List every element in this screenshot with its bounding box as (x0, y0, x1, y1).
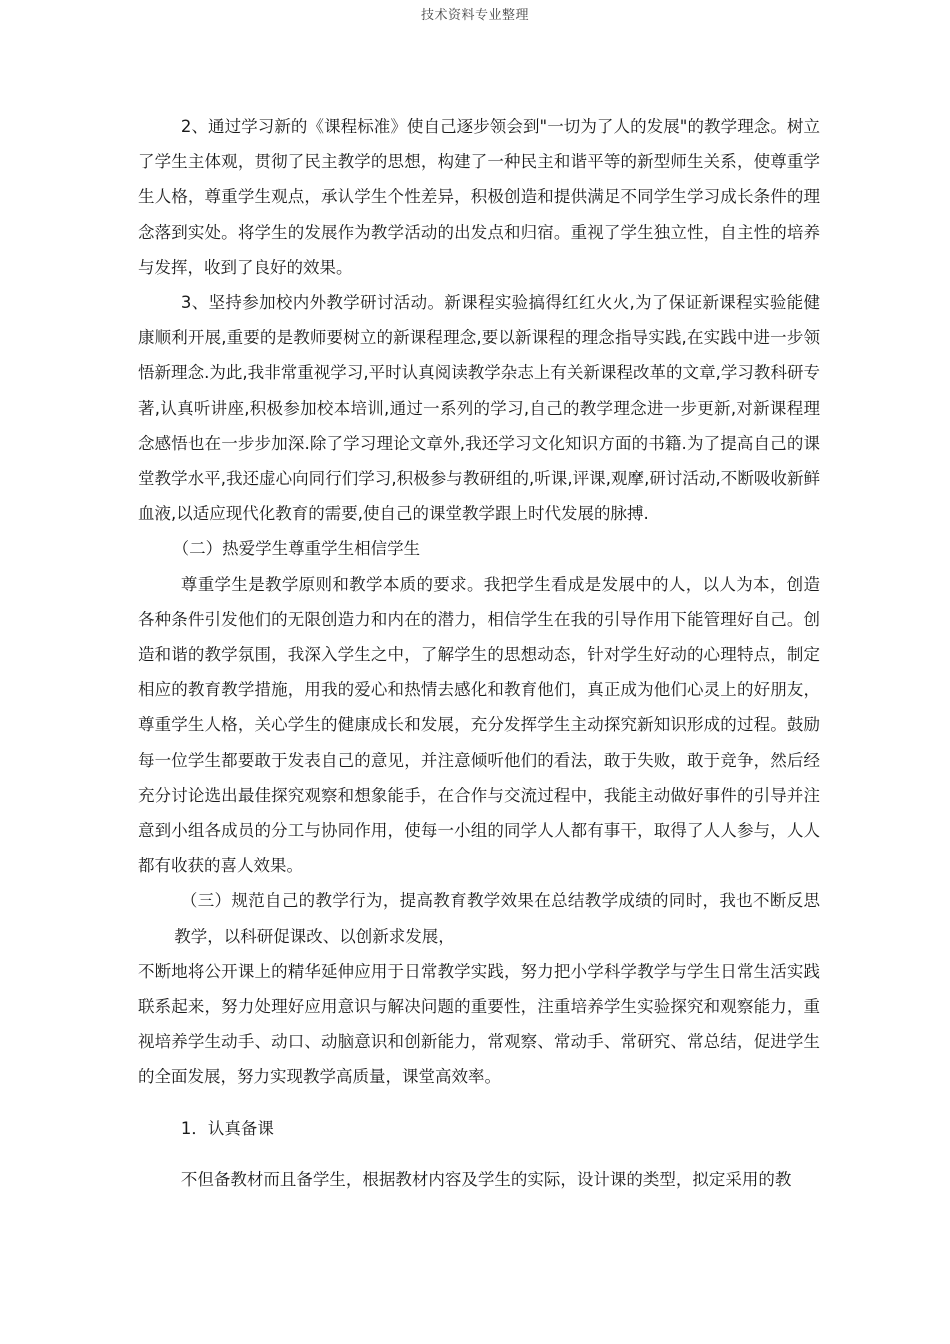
paragraph-teaching-philosophy: 2、通过学习新的《课程标准》使自己逐步领会到"一切为了人的发展"的教学理念。树立了学生主体观，贯彻了民主教学的思想，构建了一种民主和谐平等的新型师生关系，使尊重学生人格，尊重学生观点，承认学生个性差异，积极创造和提供满足不同学生学习成长条件的理念落到实处。将学生的发展作为教学活动的出发点和归宿。重视了学生独立性，自主性的培养与发挥，收到了良好的效果。 (138, 117, 820, 277)
paragraph-prepare-lessons: 不但备教材而且备学生，根据教材内容及学生的实际，设计课的类型，拟定采用的教 (180, 1169, 792, 1189)
document-body (138, 109, 820, 1197)
page-header: 技术资料专业整理 (420, 8, 529, 23)
paragraph-research-activities: 3、坚持参加校内外教学研讨活动。新课程实验搞得红红火火,为了保证新课程实验能健康顺利开展,重要的是教师要树立的新课程理念,要以新课程的理念指导实践,在实践中进一步领悟新理念.为此,我非常重视学习,平时认真阅读教学杂志上有关新课程改革的文章,学习教科研专著,认真听讲座,积极参加校本培训,通过一系列的学习,自己的教学理念进一步更新,对新课程理念感悟也在一步步加深.除了学习理论文章外,我还学习文化知识方面的书籍.为了提高自己的课堂教学水平,我还虚心向同行们学习,积极参与教研组的,听课,评课,观摩,研讨活动,不断吸收新鲜血液,以适应现代化教育的需要,使自己的课堂教学跟上时代发展的脉搏. (138, 293, 820, 524)
subheading-prepare-lessons: 1．认真备课 (180, 1118, 274, 1138)
paragraph-teaching-practice: 不断地将公开课上的精华延伸应用于日常教学实践，努力把小学科学教学与学生日常生活实践联系起来，努力处理好应用意识与解决问题的重要性，注重培养学生实验探究和观察能力，重视培养学生动手、动口、动脑意识和创新能力，常观察、常动手、常研究、常总结，促进学生的全面发展，努力实现教学高质量，课堂高效率。 (138, 961, 820, 1087)
paragraph-respect-students: 尊重学生是教学原则和教学本质的要求。我把学生看成是发展中的人，以人为本，创造各种条件引发他们的无限创造力和内在的潜力，相信学生在我的引导作用下能管理好自己。创造和谐的教学氛围，我深入学生之中，了解学生的思想动态，针对学生好动的心理特点，制定相应的教育教学措施，用我的爱心和热情去感化和教育他们，真正成为他们心灵上的好朋友，尊重学生人格，关心学生的健康成长和发展，充分发挥学生主动探究新知识形成的过程。鼓励每一位学生都要敢于发表自己的意见，并注意倾听他们的看法，敢于失败，敢于竞争，然后经充分讨论选出最佳探究观察和想象能手，在合作与交流过程中，我能主动做好事件的引导并注意到小组各成员的分工与协同作用，使每一小组的同学人人都有事干，取得了人人参与，人人都有收获的喜人效果。 (138, 574, 820, 876)
section-heading-teaching-behavior: （三）规范自己的教学行为，提高教育教学效果在总结教学成绩的同时，我也不断反思教学，以科研促课改、以创新求发展， (174, 891, 820, 946)
section-heading-respect-students: （二）热爱学生尊重学生相信学生 (172, 539, 421, 559)
